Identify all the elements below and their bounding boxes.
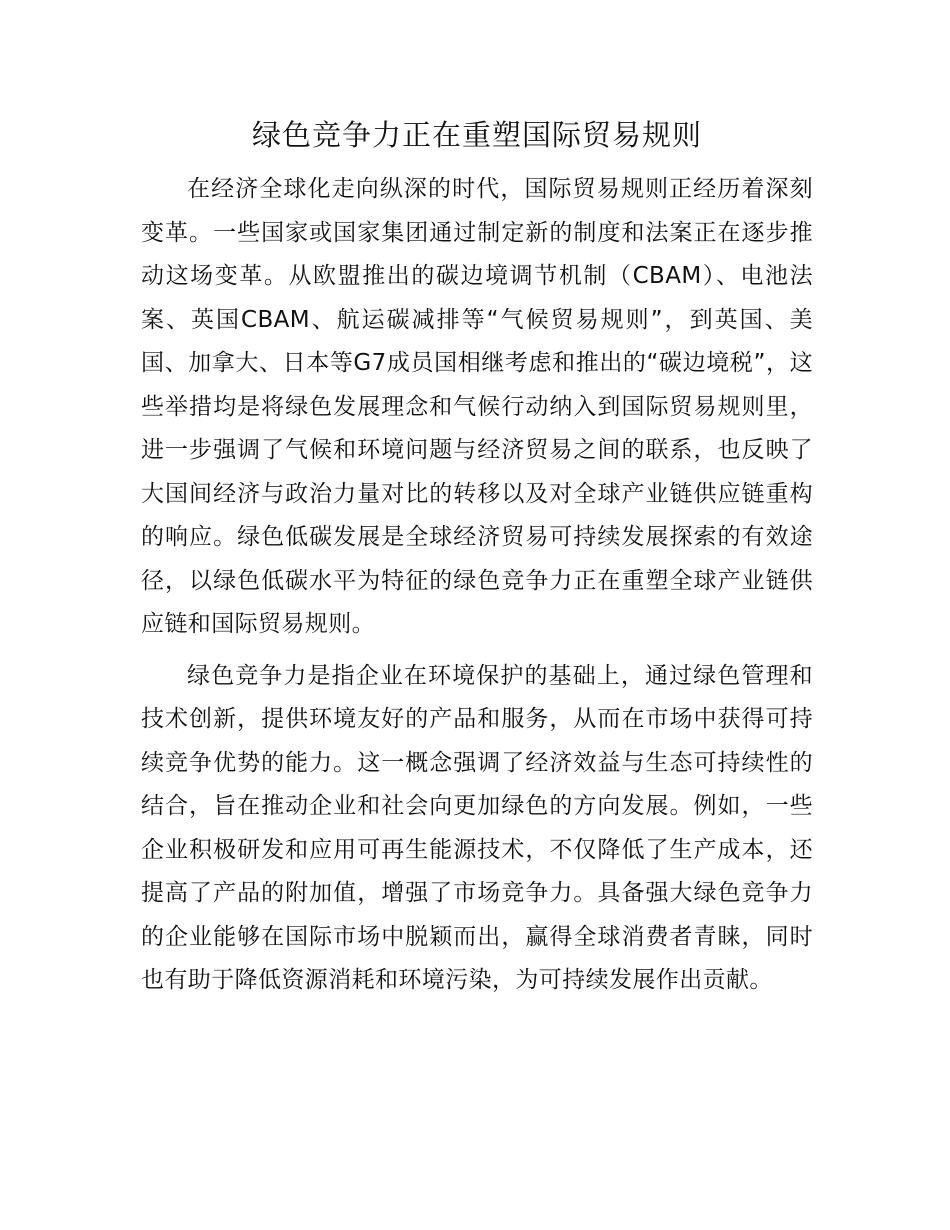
document-page — [141, 110, 813, 1003]
document-title: 绿色竞争力正在重塑国际贸易规则 — [251, 118, 702, 152]
paragraph-2: 绿色竞争力是指企业在环境保护的基础上，通过绿色管理和技术创新，提供环境友好的产品和服务，从而在市场中获得可持续竞争优势的能力。这一概念强调了经济效益与生态可持续性的结合，旨在推动企业和社会向更加绿色的方向发展。例如，一些企业积极研发和应用可再生能源技术，不仅降低了生产成本，还提高了产品的附加值，增强了市场竞争力。具备强大绿色竞争力的企业能够在国际市场中脱颖而出，赢得全球消费者青睐，同时也有助于降低资源消耗和环境污染，为可持续发展作出贡献。 — [141, 662, 813, 993]
paragraph-1: 在经济全球化走向纵深的时代，国际贸易规则正经历着深刻变革。一些国家或国家集团通过制定新的制度和法案正在逐步推动这场变革。从欧盟推出的碳边境调节机制（CBAM）、电池法案、英国CBAM、航运碳减排等“气候贸易规则”，到英国、美国、加拿大、日本等G7成员国相继考虑和推出的“碳边境税”，这些举措均是将绿色发展理念和气候行动纳入到国际贸易规则里，进一步强调了气候和环境问题与经济贸易之间的联系，也反映了大国间经济与政治力量对比的转移以及对全球产业链供应链重构的响应。绿色低碳发展是全球经济贸易可持续发展探索的有效途径，以绿色低碳水平为特征的绿色竞争力正在重塑全球产业链供应链和国际贸易规则。 — [141, 176, 813, 637]
